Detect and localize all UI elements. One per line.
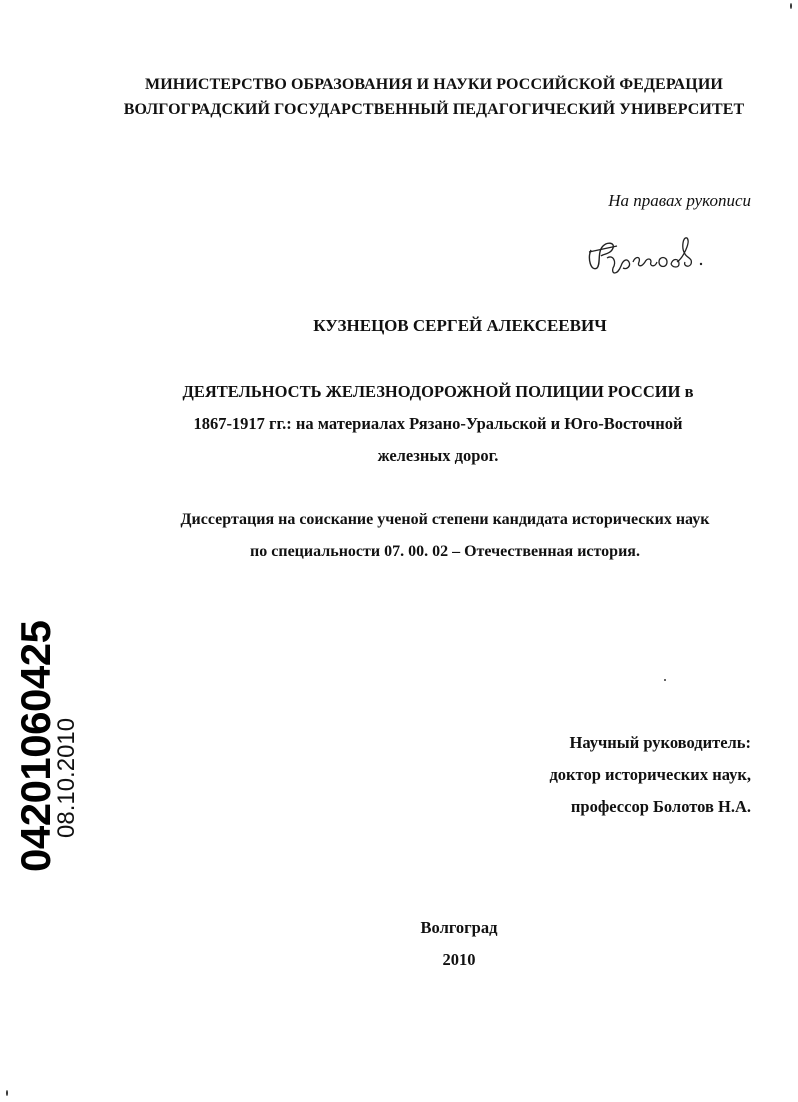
title-line-2: 1867-1917 гг.: на материалах Рязано-Уральской и Юго-Восточной xyxy=(193,414,683,433)
year: 2010 xyxy=(442,950,476,969)
dissertation-description xyxy=(100,504,790,568)
supervisor-label: Научный руководитель: xyxy=(569,733,751,752)
dissertation-title xyxy=(120,376,756,472)
university-name: ВОЛГОГРАДСКИЙ ГОСУДАРСТВЕННЫЙ ПЕДАГОГИЧЕСКИЙ УНИВЕРСИТЕТ xyxy=(123,101,745,118)
scan-speck xyxy=(6,1090,8,1096)
scan-speck xyxy=(790,3,792,9)
ministry-name: МИНИСТЕРСТВО ОБРАЗОВАНИЯ И НАУКИ РОССИЙСКОЙ ФЕДЕРАЦИИ xyxy=(145,76,723,93)
title-line-1: ДЕЯТЕЛЬНОСТЬ ЖЕЛЕЗНОДОРОЖНОЙ ПОЛИЦИИ РОССИИ в xyxy=(182,382,694,401)
manuscript-rights-note: На правах рукописи xyxy=(608,191,751,210)
scan-speck xyxy=(664,679,666,681)
author-name: КУЗНЕЦОВ СЕРГЕЙ АЛЕКСЕЕВИЧ xyxy=(313,316,607,335)
supervisor-degree: доктор исторических наук, xyxy=(549,765,751,784)
library-stamp-code: 04201060425 xyxy=(12,620,59,872)
author-signature xyxy=(583,228,713,278)
city: Волгоград xyxy=(420,918,498,937)
library-stamp-date: 08.10.2010 xyxy=(53,717,80,838)
supervisor-info xyxy=(549,727,751,823)
dissertation-line-2: по специальности 07. 00. 02 – Отечественная история. xyxy=(250,543,640,560)
dissertation-line-1: Диссертация на соискание ученой степени кандидата исторических наук xyxy=(180,511,710,528)
title-line-3: железных дорог. xyxy=(377,446,499,465)
supervisor-name: профессор Болотов Н.А. xyxy=(570,797,751,816)
